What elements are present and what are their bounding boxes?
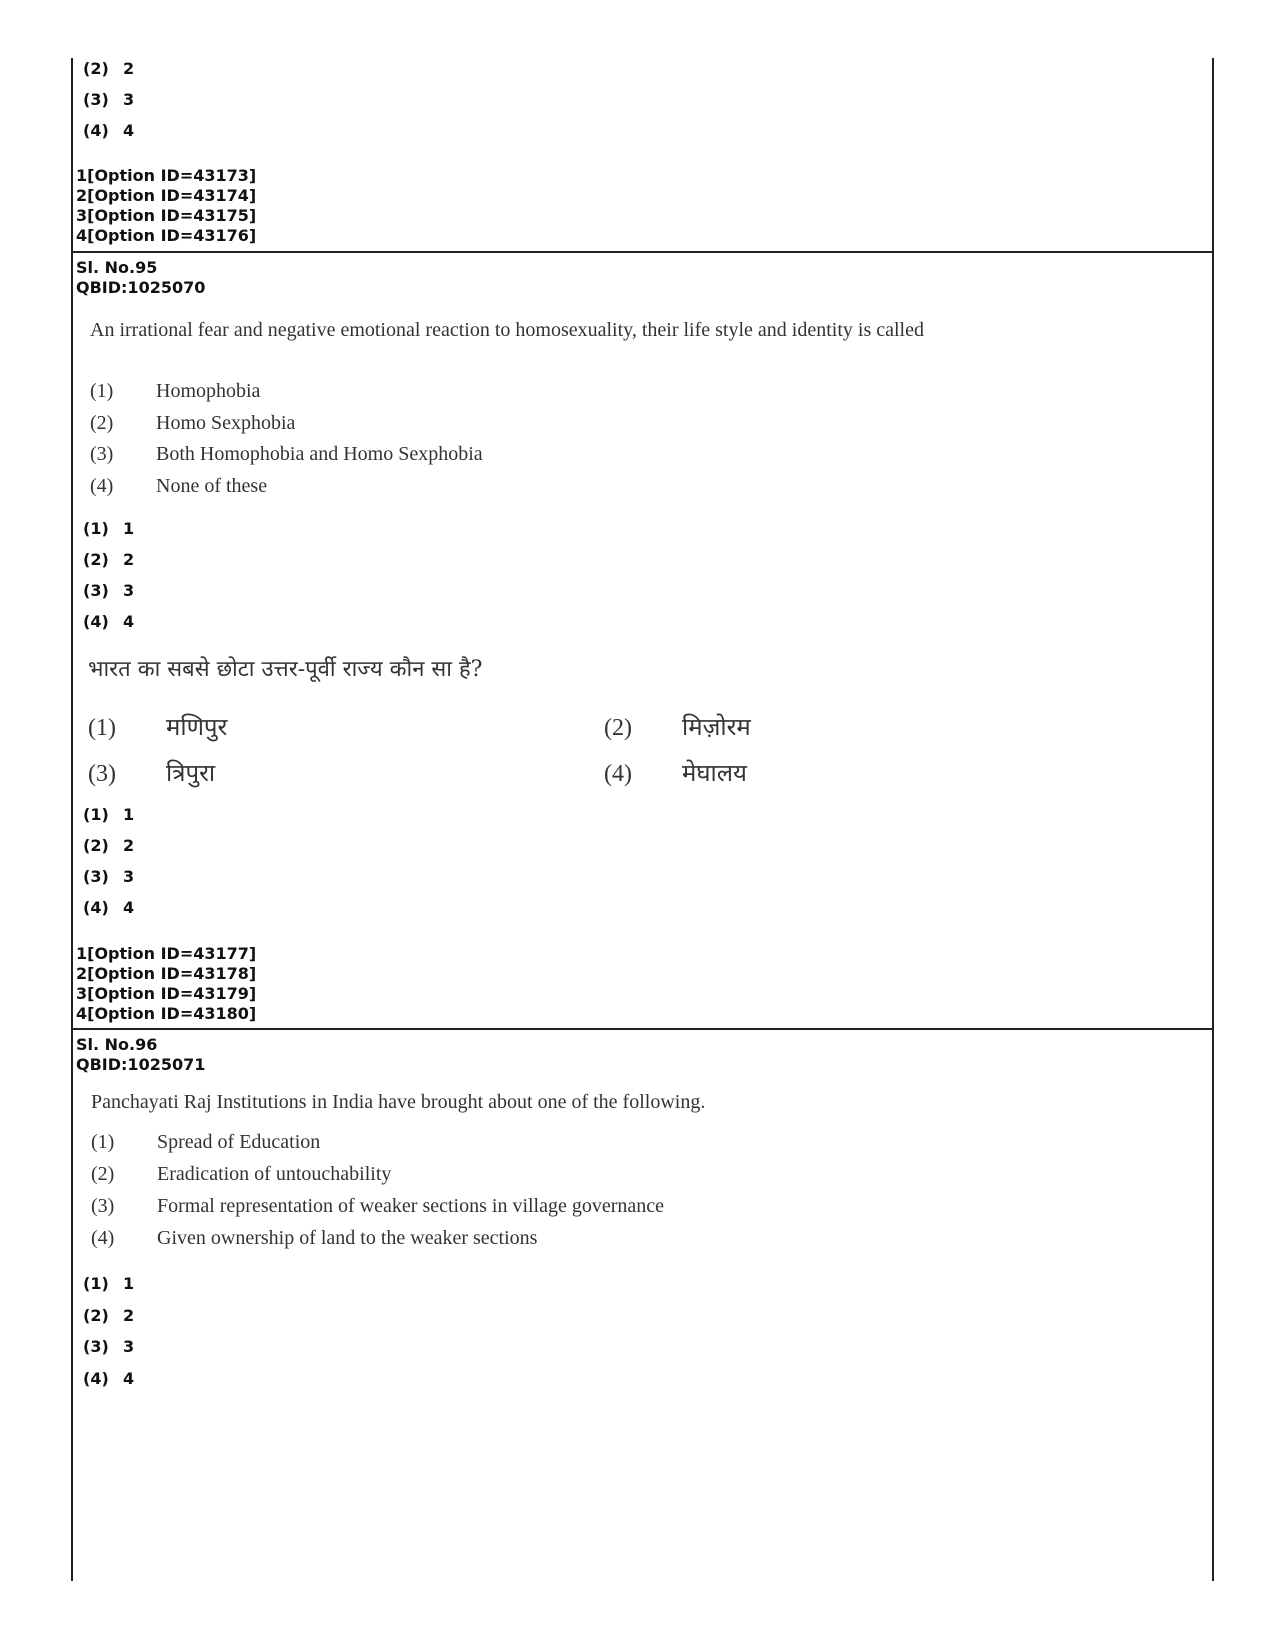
option-id: 4[Option ID=43180]	[76, 1004, 257, 1023]
qbid: QBID:1025070	[76, 278, 206, 297]
question-option: (4) Given ownership of land to the weaker sections	[91, 1227, 538, 1249]
option-id: 3[Option ID=43179]	[76, 984, 257, 1003]
hindi-option: (1) मणिपुर	[88, 713, 228, 741]
answer-choice: (2) 2	[83, 59, 135, 78]
option-id: 2[Option ID=43174]	[76, 186, 257, 205]
question-header	[76, 1035, 205, 1075]
answer-choice: (3) 3	[83, 90, 135, 109]
qbid: QBID:1025071	[76, 1055, 206, 1074]
answer-choice: (4) 4	[83, 612, 135, 631]
serial-number: Sl. No.95	[76, 258, 158, 277]
section-divider	[71, 251, 1212, 253]
option-id: 4[Option ID=43176]	[76, 226, 257, 245]
answer-choice: (1) 1	[83, 1274, 135, 1293]
question-option: (1) Spread of Education	[91, 1131, 321, 1153]
question-option: (3) Both Homophobia and Homo Sexphobia	[90, 443, 483, 465]
question-option: (1) Homophobia	[90, 380, 261, 402]
question-option: (4) None of these	[90, 475, 268, 497]
answer-choice: (1) 1	[83, 805, 135, 824]
hindi-option: (4) मेघालय	[604, 759, 747, 787]
section-divider	[71, 1028, 1212, 1030]
option-id: 1[Option ID=43173]	[76, 166, 257, 185]
answer-choice: (3) 3	[83, 1337, 135, 1356]
hindi-option: (3) त्रिपुरा	[88, 759, 216, 787]
page-frame	[71, 58, 1214, 1581]
question-option: (3) Formal representation of weaker sections in village governance	[91, 1195, 665, 1217]
question-option: (2) Eradication of untouchability	[91, 1163, 392, 1185]
answer-choice: (3) 3	[83, 581, 135, 600]
answer-choice: (2) 2	[83, 1306, 135, 1325]
answer-choice: (1) 1	[83, 519, 135, 538]
hindi-question-text: भारत का सबसे छोटा उत्तर-पूर्वी राज्य कौन सा है?	[88, 657, 483, 682]
option-id-list	[76, 166, 256, 246]
option-id-list	[76, 944, 256, 1024]
answer-choice: (3) 3	[83, 867, 135, 886]
answer-choice: (4) 4	[83, 1369, 135, 1388]
answer-choice: (2) 2	[83, 836, 135, 855]
question-text: An irrational fear and negative emotional reaction to homosexuality, their life style and identity is called	[90, 319, 924, 341]
answer-choice: (2) 2	[83, 550, 135, 569]
question-header	[76, 258, 205, 298]
answer-choice: (4) 4	[83, 121, 135, 140]
option-id: 3[Option ID=43175]	[76, 206, 257, 225]
question-text: Panchayati Raj Institutions in India have brought about one of the following.	[91, 1091, 706, 1113]
question-option: (2) Homo Sexphobia	[90, 412, 296, 434]
hindi-option: (2) मिज़ोरम	[604, 713, 751, 741]
option-id: 2[Option ID=43178]	[76, 964, 257, 983]
serial-number: Sl. No.96	[76, 1035, 158, 1054]
option-id: 1[Option ID=43177]	[76, 944, 257, 963]
answer-choice: (4) 4	[83, 898, 135, 917]
